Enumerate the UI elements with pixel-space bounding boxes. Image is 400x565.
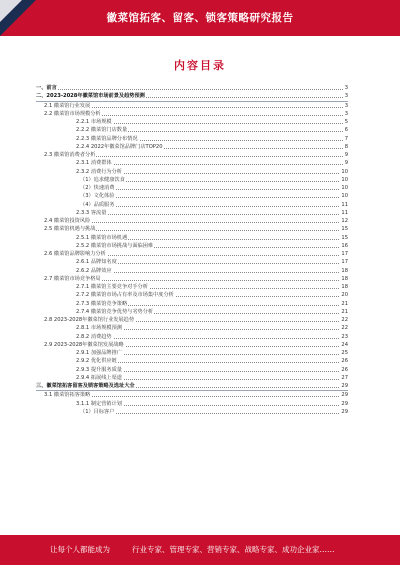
toc-page-number: 29 [341, 400, 348, 407]
toc-page-number: 10 [341, 168, 348, 175]
toc-entry[interactable] [36, 92, 348, 101]
toc-page-number: 11 [341, 209, 348, 216]
toc-entry[interactable] [36, 84, 348, 92]
toc-page-number: 29 [341, 408, 348, 415]
toc-entry-text: 2.2.2 徽菜馆门店数量 [76, 127, 128, 134]
toc-entry[interactable] [36, 275, 348, 283]
toc-page-number: 27 [341, 374, 348, 381]
footer-slogan-right: 行业专家、管理专家、营销专家、战略专家、成功企业家…… [132, 545, 335, 554]
toc-page-number: 24 [341, 341, 348, 348]
toc-entry[interactable] [36, 234, 348, 242]
toc-leader [76, 338, 343, 339]
toc-entry-text: 2.2.3 徽菜馆品牌分布情况 [76, 135, 138, 142]
toc-entry[interactable] [36, 374, 348, 382]
toc-page-number: 18 [341, 284, 348, 290]
toc-entry-text: 2.2.4 2022年徽菜馆品牌门店TOP20 [76, 143, 163, 150]
toc-title: 内容目录 [174, 59, 226, 72]
toc-page-number: 3 [344, 85, 348, 91]
toc-entry-text: 2.7 徽菜馆市场竞争格局 [44, 275, 101, 282]
toc-entry-text: 二、2023-2028年徽菜馆市场前景及趋势预测 [36, 93, 145, 100]
toc-leader [80, 197, 343, 198]
toc-entry-text: 2.8.2 消费趋势 [76, 333, 112, 340]
toc-entry-text: 3.1 徽菜馆拓客策略 [44, 392, 91, 399]
toc-entry-text: 2.2.1 市场规模 [76, 119, 112, 125]
toc-page-number: 7 [344, 135, 348, 142]
toc-leader [80, 413, 343, 414]
toc-page-number: 8 [344, 143, 348, 150]
toc-entry[interactable] [36, 308, 348, 316]
toc-entry[interactable] [36, 209, 348, 217]
toc-leader [76, 164, 343, 165]
toc-entry[interactable] [36, 366, 348, 374]
toc-entry-text: 2.7.4 徽菜馆竞争优势与劣势分析 [76, 308, 154, 315]
toc-page-number: 21 [341, 308, 348, 315]
header-bar [0, 0, 400, 36]
toc-entry[interactable] [36, 102, 348, 110]
toc-page-number: 26 [341, 358, 348, 365]
toc-entry[interactable] [36, 143, 348, 151]
toc-entry-text: 2.9 2023-2028年徽菜馆发展战略 [44, 341, 124, 348]
toc-page-number: 15 [341, 234, 348, 241]
toc-entry-text: 三、徽菜馆拓客留客及锁客策略及选址大全 [36, 383, 135, 389]
toc-leader [36, 89, 343, 90]
toc-entry-text: （1）追求健康饮食 [80, 176, 125, 183]
toc-entry[interactable] [36, 184, 348, 192]
toc-entry-text: 2.9.2 优化供应链 [76, 358, 117, 365]
toc-entry[interactable] [36, 267, 348, 275]
toc-entry-text: （3）文化体验 [80, 193, 115, 200]
toc-entry[interactable] [36, 192, 348, 200]
toc-leader [80, 189, 343, 190]
toc-entry-text: （2）快速消费 [80, 185, 115, 191]
toc-entry-text: 2.8.1 市场规模预测 [76, 325, 122, 332]
toc-page-number: 17 [341, 251, 348, 257]
toc-entry-text: 2.5.2 徽菜馆市场挑战与面临困难 [76, 242, 154, 249]
toc-entry[interactable] [36, 283, 348, 291]
toc-leader [76, 272, 343, 273]
toc-entry[interactable] [36, 300, 348, 308]
toc-entry-text: 2.3.1 消费群体 [76, 160, 112, 167]
toc-entry-text: 2.6 徽菜馆品牌影响力分析 [44, 251, 106, 257]
toc-page-number: 10 [341, 176, 348, 183]
toc-page-number: 6 [344, 127, 348, 134]
table-of-contents [36, 84, 348, 416]
toc-entry[interactable] [36, 135, 348, 143]
toc-entry-text: 2.9.1 加强品牌推广 [76, 350, 122, 356]
toc-entry[interactable] [36, 110, 348, 118]
toc-entry[interactable] [36, 201, 348, 209]
toc-entry[interactable] [36, 391, 348, 399]
toc-entry-text: 2.5.1 徽菜馆市场机遇 [76, 234, 128, 241]
toc-entry-text: 2.3.2 消费行为分析 [76, 168, 122, 175]
toc-page-number: 20 [341, 292, 348, 299]
toc-page-number: 22 [341, 317, 348, 323]
toc-entry-text: 2.7.2 徽菜馆市场占有率及市场集中度分析 [76, 292, 174, 299]
toc-leader [76, 123, 343, 124]
toc-page-number: 26 [341, 366, 348, 373]
toc-entry-text: 2.6.1 品牌知名度 [76, 259, 117, 266]
toc-entry-text: 2.6.2 品牌效应 [76, 267, 112, 274]
toc-page-number: 22 [341, 325, 348, 332]
toc-page-number: 10 [341, 185, 348, 191]
toc-page-number: 5 [344, 119, 348, 125]
toc-entry[interactable] [36, 168, 348, 176]
toc-entry[interactable] [36, 250, 348, 258]
toc-page-number: 18 [341, 275, 348, 282]
toc-entry[interactable] [36, 126, 348, 134]
toc-entry[interactable] [36, 324, 348, 332]
footer-slogan-left: 让每个人都能成为 [50, 545, 110, 554]
toc-entry[interactable] [36, 400, 348, 408]
toc-page-number: 16 [341, 242, 348, 249]
toc-entry[interactable] [36, 118, 348, 126]
toc-page-number: 17 [341, 259, 348, 266]
toc-entry-text: （4）品质服务 [80, 201, 115, 208]
toc-entry[interactable] [36, 242, 348, 250]
toc-page-number: 29 [341, 392, 348, 399]
toc-entry[interactable] [36, 291, 348, 299]
toc-page-number: 29 [341, 383, 348, 389]
toc-entry[interactable] [36, 217, 348, 225]
toc-page-number: 12 [341, 218, 348, 224]
toc-entry[interactable] [36, 349, 348, 357]
toc-entry[interactable] [36, 225, 348, 233]
toc-entry-text: （1）目标客户 [80, 408, 115, 415]
toc-entry[interactable] [36, 176, 348, 184]
toc-entry-text: 2.9.3 提升服务质量 [76, 366, 122, 373]
toc-entry[interactable] [36, 341, 348, 349]
toc-page-number: 9 [344, 160, 348, 167]
footer-bar [0, 535, 400, 565]
toc-entry-text: 2.7.3 徽菜馆竞争策略 [76, 300, 128, 307]
toc-page-number: 15 [341, 226, 348, 233]
toc-entry-text: 3.1.1 制定营销计划 [76, 400, 122, 407]
toc-entry-text: 2.7.1 徽菜馆主要竞争对手分析 [76, 284, 148, 290]
toc-entry-text: 2.8 2023-2028年徽菜馆行业发展趋势 [44, 317, 135, 323]
toc-entry[interactable] [36, 382, 348, 391]
toc-entry-text: 2.2 徽菜馆市场规模分析 [44, 110, 101, 117]
toc-page-number: 3 [344, 102, 348, 109]
toc-entry-text: 2.9.4 拓展线上渠道 [76, 374, 122, 381]
toc-page-number: 25 [341, 350, 348, 356]
report-title: 徽菜馆拓客、留客、锁客策略研究报告 [106, 12, 294, 24]
toc-entry[interactable] [36, 159, 348, 167]
toc-leader [80, 206, 343, 207]
toc-entry-text: 2.4 徽菜馆投资风险 [44, 218, 91, 224]
toc-entry[interactable] [36, 258, 348, 266]
toc-page-number: 21 [341, 300, 348, 307]
toc-entry-text: 2.1 徽菜馆行业发展 [44, 102, 91, 109]
toc-page-number: 18 [341, 267, 348, 274]
toc-entry-text: 2.3.3 客流量 [76, 209, 107, 216]
toc-entry[interactable] [36, 408, 348, 416]
toc-entry[interactable] [36, 333, 348, 341]
toc-entry[interactable] [36, 151, 348, 159]
toc-entry-text: 2.5 徽菜馆机遇与挑战 [44, 226, 96, 233]
toc-leader [76, 214, 343, 215]
toc-entry[interactable] [36, 316, 348, 324]
toc-page-number: 9 [344, 152, 348, 158]
toc-page-number: 3 [344, 110, 348, 117]
toc-page-number: 10 [341, 193, 348, 200]
toc-entry-text: 2.3 徽菜馆消费者分析 [44, 152, 96, 158]
toc-page-number: 11 [341, 201, 348, 208]
toc-page-number: 3 [344, 93, 348, 100]
toc-entry-text: 一、前言 [36, 85, 57, 91]
toc-page-number: 23 [341, 333, 348, 340]
toc-entry[interactable] [36, 357, 348, 365]
